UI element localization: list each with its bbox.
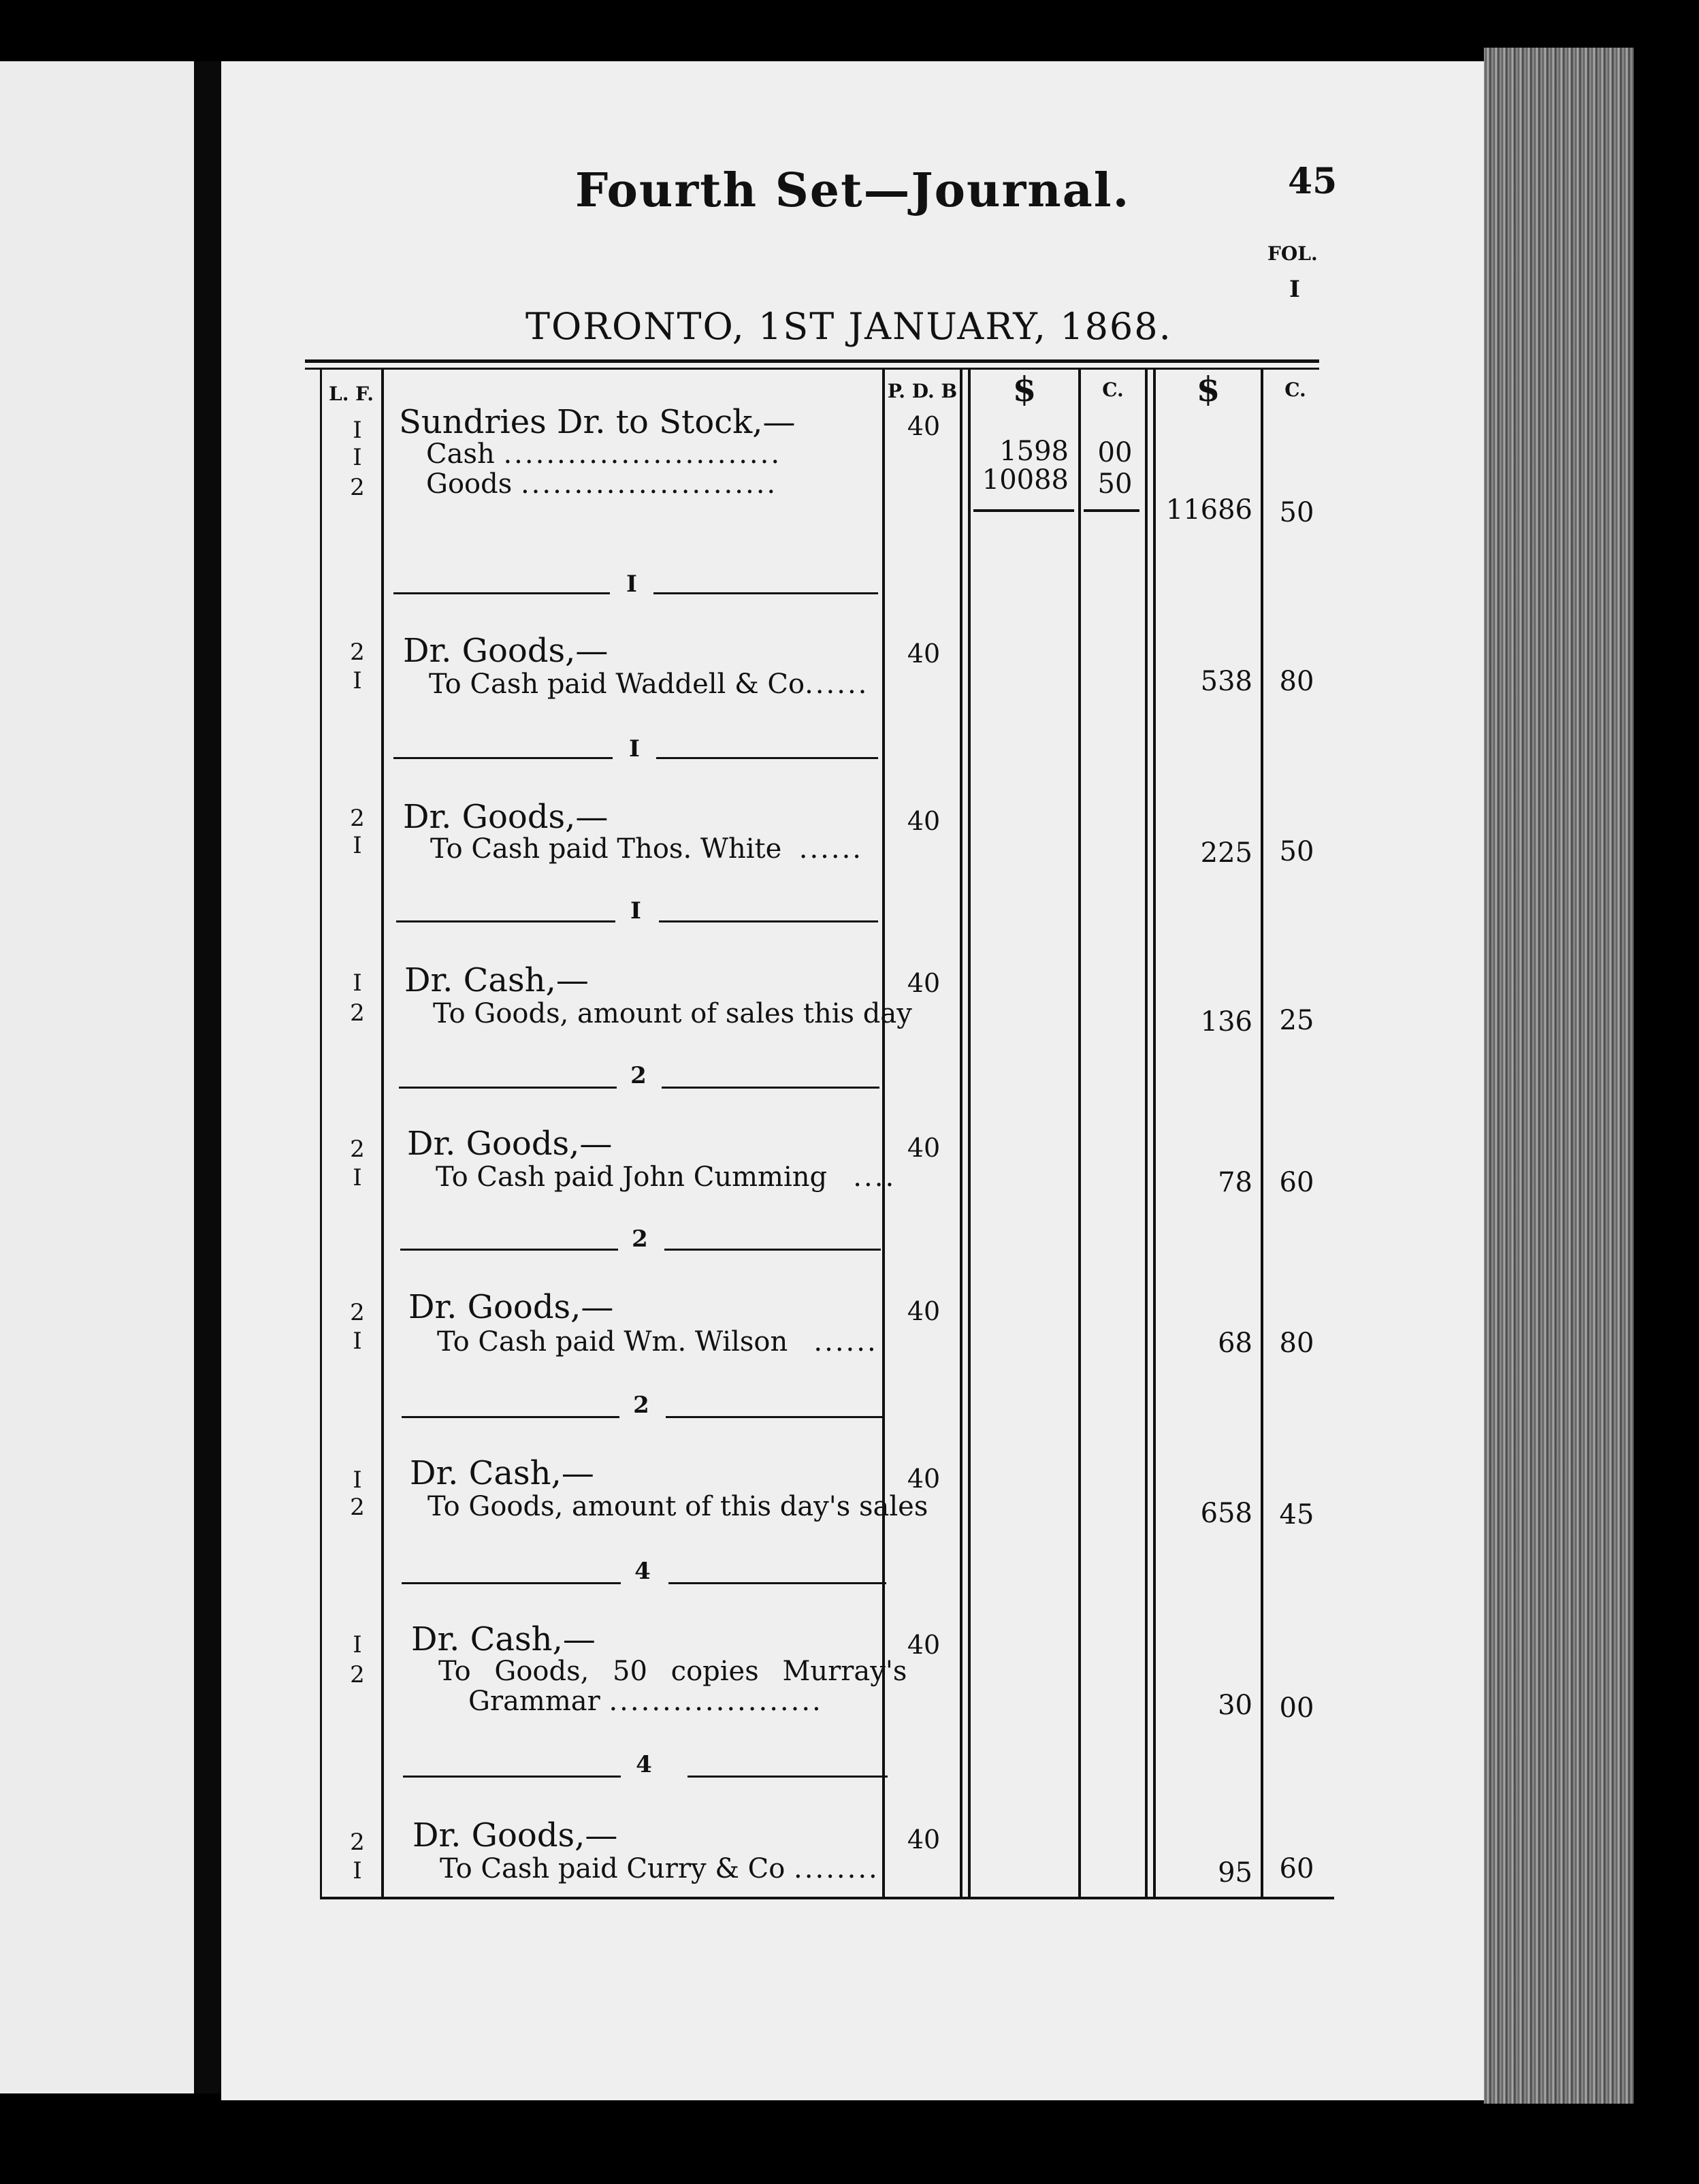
separator-date: I — [629, 735, 640, 762]
lf-value: I — [353, 832, 362, 859]
lf-value: I — [353, 1631, 362, 1658]
entry-total: 658 — [1200, 1498, 1252, 1529]
separator-line — [659, 920, 878, 922]
entry-total-cents: 80 — [1279, 1328, 1314, 1359]
lf-value: 2 — [350, 1299, 365, 1326]
separator-line — [403, 1776, 621, 1778]
header-cents-2: C. — [1284, 379, 1306, 401]
pdb-value: 40 — [907, 1296, 941, 1326]
separator-line — [396, 920, 615, 922]
debit-cents: 50 — [1097, 468, 1133, 500]
separator-line — [664, 1249, 881, 1251]
separator-line — [399, 1087, 617, 1089]
entry-title: Sundries Dr. to Stock,— — [399, 403, 796, 441]
entry-total-cents: 60 — [1279, 1167, 1314, 1198]
entry-line: Grammar .................... — [468, 1686, 823, 1717]
entry-line: To Cash paid John Cumming .... — [436, 1161, 896, 1193]
pdb-value: 40 — [907, 1133, 941, 1163]
entry-total: 538 — [1200, 666, 1252, 697]
debit-amount: 1598 — [999, 436, 1069, 467]
entry-total-cents: 25 — [1279, 1005, 1314, 1036]
entry-title: Dr. Goods,— — [412, 1816, 618, 1854]
book-spine — [194, 61, 221, 2093]
separator-line — [400, 1249, 618, 1251]
subtotal-rule — [1084, 509, 1139, 512]
bottom-rule — [320, 1897, 1334, 1899]
pdb-value: 40 — [907, 968, 941, 998]
entry-title: Dr. Goods,— — [403, 798, 609, 836]
entry-line: To Cash paid Wm. Wilson ...... — [437, 1326, 878, 1358]
col-rule — [1261, 370, 1263, 1898]
lf-value: 2 — [350, 999, 365, 1027]
separator-date: 4 — [636, 1751, 652, 1778]
lf-value: 2 — [350, 639, 365, 666]
lf-value: I — [353, 417, 362, 444]
entry-line: To Cash paid Thos. White ...... — [430, 833, 864, 865]
separator-date: 2 — [632, 1225, 648, 1253]
debit-cents: 00 — [1097, 437, 1133, 468]
left-page — [0, 61, 194, 2093]
entry-total: 11686 — [1165, 494, 1252, 526]
lf-value: 2 — [350, 1494, 365, 1521]
separator-line — [393, 757, 613, 759]
entry-line: Cash .......................... — [426, 438, 782, 470]
folio-label: FOL. — [1267, 242, 1318, 265]
lf-value: I — [353, 667, 362, 694]
entry-total-cents: 50 — [1279, 497, 1314, 528]
debit-amount: 10088 — [982, 464, 1069, 496]
pdb-value: 40 — [907, 1825, 941, 1854]
header-dollars-2: $ — [1196, 369, 1220, 409]
page-number: 45 — [1288, 161, 1338, 202]
lf-value: I — [353, 1164, 362, 1191]
lf-value: 2 — [350, 1661, 365, 1688]
entry-total: 68 — [1218, 1328, 1252, 1359]
separator-line — [656, 757, 878, 759]
separator-line — [393, 592, 610, 594]
separator-date: I — [626, 571, 637, 598]
pdb-value: 40 — [907, 1464, 941, 1494]
date-line: TORONTO, 1ST JANUARY, 1868. — [525, 305, 1172, 348]
lf-value: 2 — [350, 1136, 365, 1163]
lf-value: I — [353, 444, 362, 471]
col-rule — [1153, 370, 1156, 1898]
separator-line — [668, 1582, 886, 1584]
entry-line: To Goods, amount of sales this day — [433, 998, 912, 1029]
entry-title: Dr. Goods,— — [403, 632, 609, 670]
separator-line — [402, 1416, 619, 1418]
separator-date: 2 — [630, 1062, 647, 1089]
header-cents-1: C. — [1102, 379, 1124, 401]
entry-title: Dr. Goods,— — [408, 1288, 614, 1326]
pdb-value: 40 — [907, 639, 941, 669]
page-edges — [1484, 48, 1634, 2104]
separator-date: I — [630, 897, 641, 925]
pdb-value: 40 — [907, 806, 941, 836]
subtotal-rule — [973, 509, 1074, 512]
entry-total: 225 — [1200, 837, 1252, 869]
header-dollars-1: $ — [1012, 369, 1037, 409]
header-lf: L. F. — [329, 383, 374, 405]
separator-line — [402, 1582, 621, 1584]
entry-total-cents: 80 — [1279, 666, 1314, 697]
col-rule — [381, 370, 384, 1898]
entry-total: 95 — [1218, 1857, 1252, 1889]
entry-line: To Goods, 50 copies Murray's — [438, 1656, 907, 1687]
separator-line — [666, 1416, 884, 1418]
entry-title: Dr. Cash,— — [410, 1454, 594, 1492]
col-rule — [320, 370, 322, 1898]
entry-title: Dr. Cash,— — [404, 961, 589, 999]
entry-line: To Goods, amount of this day's sales — [427, 1491, 928, 1522]
separator-line — [687, 1776, 888, 1778]
col-rule — [1145, 370, 1148, 1898]
col-rule — [960, 370, 962, 1898]
lf-value: 2 — [350, 1829, 365, 1856]
separator-line — [662, 1087, 879, 1089]
entry-total: 30 — [1218, 1690, 1252, 1721]
lf-value: I — [353, 1857, 362, 1884]
col-rule — [1078, 370, 1081, 1898]
separator-line — [653, 592, 878, 594]
entry-total-cents: 50 — [1279, 836, 1314, 867]
folio-number: I — [1289, 276, 1300, 303]
entry-title: Dr. Cash,— — [411, 1620, 596, 1658]
header-pdb: P. D. B — [887, 380, 958, 402]
entry-total-cents: 60 — [1279, 1853, 1314, 1884]
lf-value: 2 — [350, 805, 365, 832]
lf-value: I — [353, 969, 362, 997]
top-rule — [305, 359, 1319, 363]
entry-total: 136 — [1200, 1006, 1252, 1038]
col-rule — [968, 370, 971, 1898]
pdb-value: 40 — [907, 411, 941, 441]
lf-value: I — [353, 1328, 362, 1355]
entry-line: To Cash paid Curry & Co ........ — [440, 1853, 879, 1884]
entry-total: 78 — [1218, 1167, 1252, 1198]
separator-date: 2 — [633, 1392, 649, 1419]
page-title: Fourth Set—Journal. — [575, 163, 1131, 218]
entry-total-cents: 45 — [1279, 1499, 1314, 1530]
lf-value: 2 — [350, 474, 365, 501]
entry-line: To Cash paid Waddell & Co...... — [429, 669, 869, 700]
lf-value: I — [353, 1466, 362, 1494]
pdb-value: 40 — [907, 1630, 941, 1660]
entry-total-cents: 00 — [1279, 1692, 1314, 1724]
separator-date: 4 — [634, 1558, 651, 1585]
entry-title: Dr. Goods,— — [407, 1125, 613, 1163]
entry-line: Goods ........................ — [426, 468, 778, 500]
